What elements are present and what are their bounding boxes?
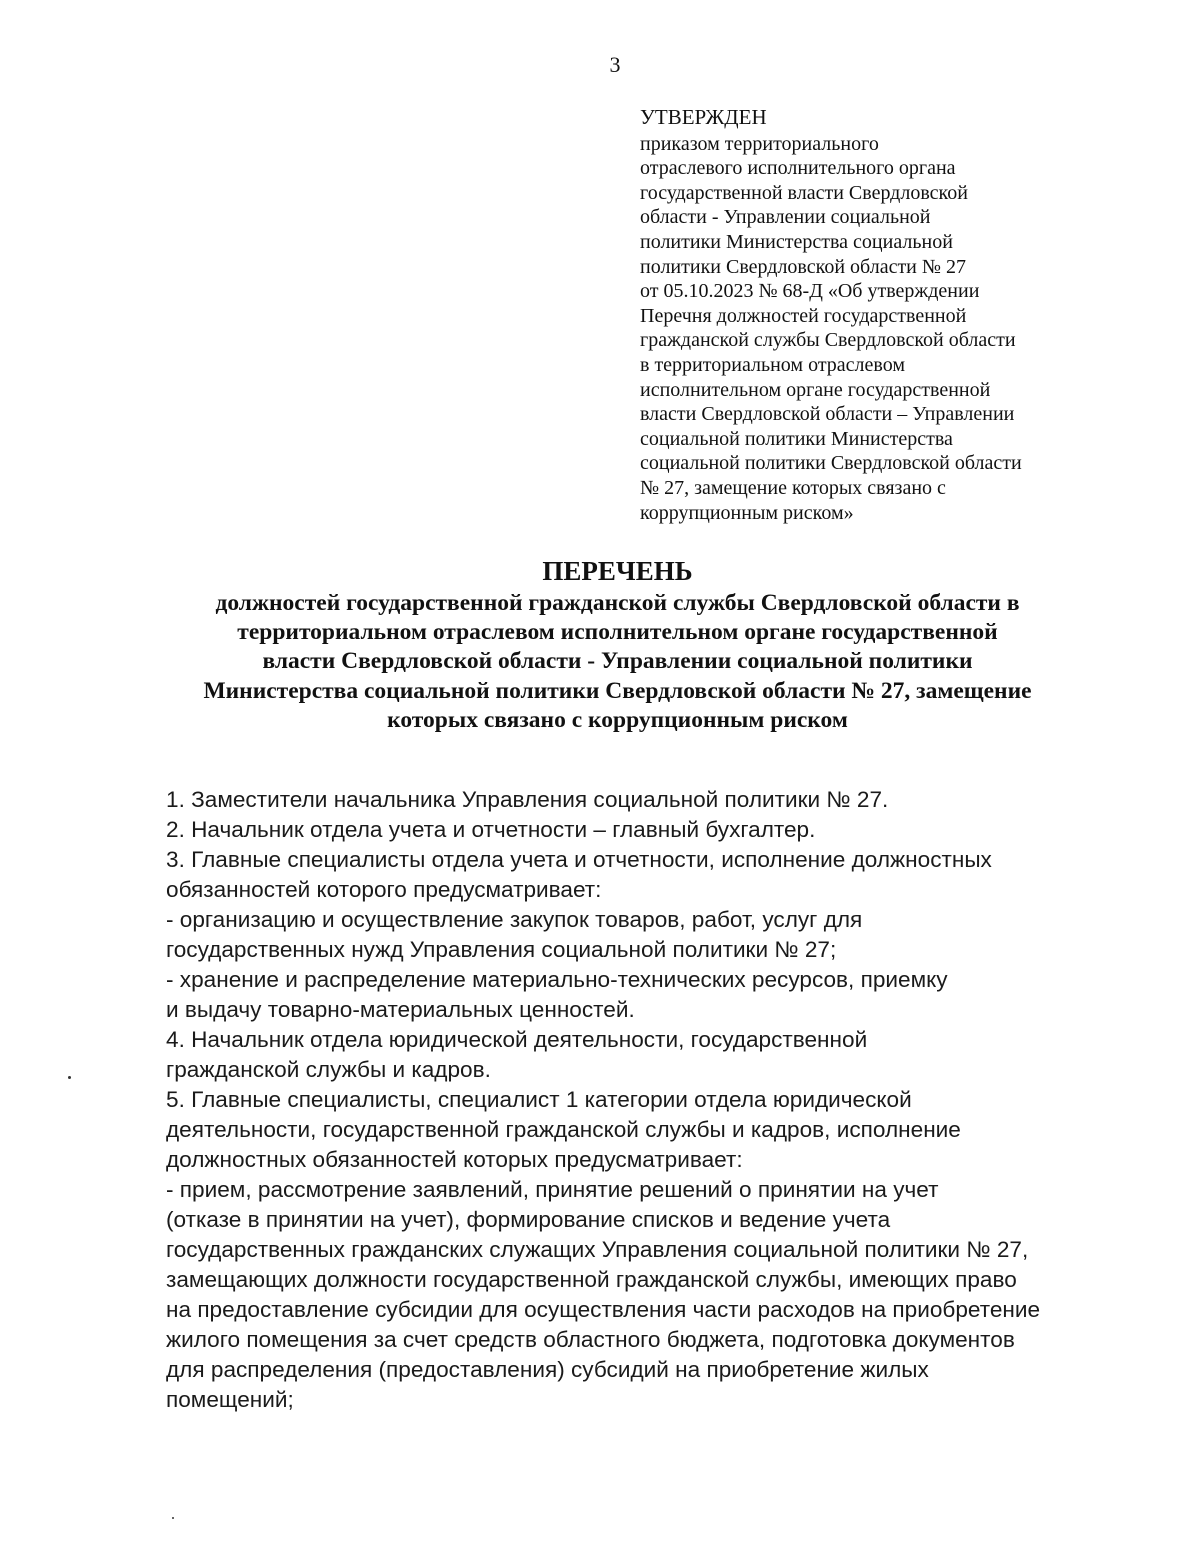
list-item-line: 3. Главные специалисты отдела учета и отчетности, исполнение должностных xyxy=(166,847,992,872)
list-item-line: 4. Начальник отдела юридической деятельности, государственной xyxy=(166,1027,868,1052)
list-item-line: должностных обязанностей которых предусматривает: xyxy=(166,1147,743,1172)
scan-artifact xyxy=(68,1076,71,1079)
document-title-block xyxy=(140,555,1095,735)
list-item-line: (отказе в принятии на учет), формирование списков и ведение учета xyxy=(166,1207,891,1232)
approval-line: Перечня должностей государственной xyxy=(640,304,967,327)
list-item-line: - прием, рассмотрение заявлений, принятие решений о принятии на учет xyxy=(166,1177,939,1202)
list-item-line: деятельности, государственной гражданской службы и кадров, исполнение xyxy=(166,1117,961,1142)
approval-line: области - Управлении социальной xyxy=(640,206,931,229)
approval-line: исполнительном органе государственной xyxy=(640,378,991,401)
list-item-line: 1. Заместители начальника Управления социальной политики № 27. xyxy=(166,787,889,812)
list-item-line: обязанностей которого предусматривает: xyxy=(166,877,602,902)
approval-heading: УТВЕРЖДЕН xyxy=(640,105,767,129)
document-body xyxy=(166,785,1069,1415)
approval-line: политики Свердловской области № 27 xyxy=(640,255,966,278)
approval-line: гражданской службы Свердловской области xyxy=(640,329,1016,352)
list-item xyxy=(166,815,1069,845)
approval-line: государственной власти Свердловской xyxy=(640,181,968,204)
list-item-line: на предоставление субсидии для осуществления части расходов на приобретение xyxy=(166,1297,1041,1322)
list-item-line: - хранение и распределение материально-технических ресурсов, приемку xyxy=(166,967,948,992)
approval-line: власти Свердловской области – Управлении xyxy=(640,403,1015,426)
approval-stamp xyxy=(640,105,1100,525)
scan-artifact xyxy=(172,1517,174,1519)
list-item xyxy=(166,1025,1069,1085)
list-item-line: - организацию и осуществление закупок товаров, работ, услуг для xyxy=(166,907,863,932)
subtitle-line: власти Свердловской области - Управлении социальной политики xyxy=(262,648,973,675)
approval-line: отраслевого исполнительного органа xyxy=(640,157,956,180)
approval-line: коррупционным риском» xyxy=(640,501,854,524)
list-item-line: жилого помещения за счет средств областного бюджета, подготовка документов xyxy=(166,1327,1015,1352)
list-item-line: для распределения (предоставления) субсидий на приобретение жилых xyxy=(166,1357,929,1382)
list-item xyxy=(166,845,1069,905)
subtitle-line: территориальном отраслевом исполнительном органе государственной xyxy=(237,619,998,646)
list-item-line: помещений; xyxy=(166,1387,294,1412)
approval-line: от 05.10.2023 № 68-Д «Об утверждении xyxy=(640,280,980,303)
list-item-line: государственных гражданских служащих Управления социальной политики № 27, xyxy=(166,1237,1029,1262)
list-item xyxy=(166,1175,1069,1415)
page-number: 3 xyxy=(609,52,621,77)
document-subtitle xyxy=(140,589,1095,735)
approval-line: в территориальном отраслевом xyxy=(640,353,905,376)
document-title: ПЕРЕЧЕНЬ xyxy=(542,556,693,586)
subtitle-line: которых связано с коррупционным риском xyxy=(387,706,848,733)
list-item xyxy=(166,965,1069,1025)
list-item-line: и выдачу товарно-материальных ценностей. xyxy=(166,997,635,1022)
subtitle-line: должностей государственной гражданской службы Свердловской области в xyxy=(215,590,1020,616)
list-item-line: замещающих должности государственной гражданской службы, имеющих право xyxy=(166,1267,1017,1292)
list-item-line: 5. Главные специалисты, специалист 1 категории отдела юридической xyxy=(166,1087,912,1112)
approval-line: социальной политики Министерства xyxy=(640,427,953,450)
list-item xyxy=(166,905,1069,965)
approval-line: социальной политики Свердловской области xyxy=(640,452,1022,475)
approval-line: приказом территориального xyxy=(640,132,879,155)
approval-line: № 27, замещение которых связано с xyxy=(640,476,946,499)
approval-text xyxy=(640,132,1100,526)
subtitle-line: Министерства социальной политики Свердловской области № 27, замещение xyxy=(203,677,1032,704)
list-item-line: 2. Начальник отдела учета и отчетности – главный бухгалтер. xyxy=(166,817,816,842)
approval-line: политики Министерства социальной xyxy=(640,230,953,253)
list-item xyxy=(166,1085,1069,1175)
list-item-line: государственных нужд Управления социальной политики № 27; xyxy=(166,937,837,962)
list-item xyxy=(166,785,1069,815)
list-item-line: гражданской службы и кадров. xyxy=(166,1057,491,1082)
